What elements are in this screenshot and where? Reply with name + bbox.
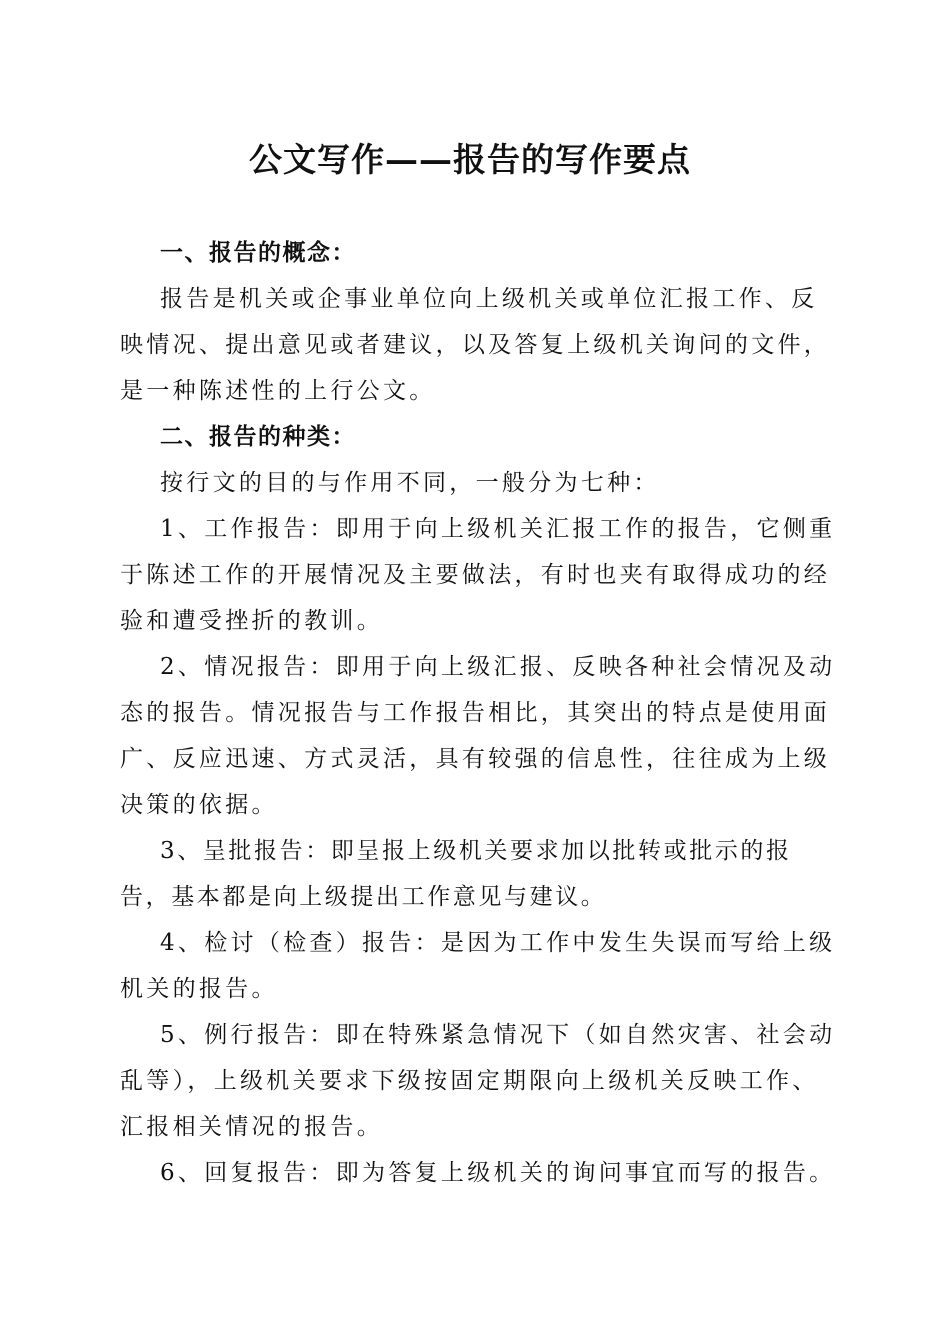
paragraph-concept-definition: 报告是机关或企事业单位向上级机关或单位汇报工作、反映情况、提出意见或者建议，以及答复上级机关询问的文件，是一种陈述性的上行公文。	[120, 286, 831, 404]
paragraph-situation-report: 2、情况报告：即用于向上级汇报、反映各种社会情况及动态的报告。情况报告与工作报告相比，其突出的特点是使用面广、反应迅速、方式灵活，具有较强的信息性，往往成为上级决策的依据。	[120, 654, 836, 818]
document-body	[120, 230, 836, 1196]
paragraph-routine-report: 5、例行报告：即在特殊紧急情况下（如自然灾害、社会动乱等），上级机关要求下级按固定期限向上级机关反映工作、汇报相关情况的报告。	[120, 1022, 836, 1140]
paragraph-work-report: 1、工作报告：即用于向上级机关汇报工作的报告，它侧重于陈述工作的开展情况及主要做法，有时也夹有取得成功的经验和遭受挫折的教训。	[120, 516, 836, 634]
section-heading-types: 二、报告的种类：	[160, 424, 356, 450]
section-heading-concept: 一、报告的概念：	[160, 240, 356, 266]
paragraph-review-report: 4、检讨（检查）报告：是因为工作中发生失误而写给上级机关的报告。	[120, 930, 836, 1002]
document-title: 公文写作——报告的写作要点	[249, 140, 691, 179]
paragraph-reply-report: 6、回复报告：即为答复上级机关的询问事宜而写的报告。	[160, 1160, 836, 1186]
paragraph-types-intro: 按行文的目的与作用不同，一般分为七种：	[160, 470, 660, 496]
paragraph-approval-report: 3、呈批报告：即呈报上级机关要求加以批转或批示的报告，基本都是向上级提出工作意见与建议。	[120, 838, 792, 910]
